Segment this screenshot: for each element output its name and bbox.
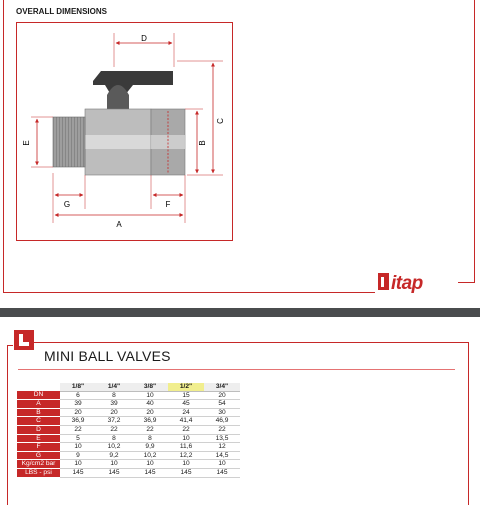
body-highlight: [85, 135, 151, 149]
page-border-bottom: [3, 292, 375, 293]
table-cell: 5: [60, 434, 96, 443]
table-row-label: Kg/cm2 bar: [17, 460, 60, 469]
table-cell: 10: [132, 460, 168, 469]
table-cell: 8: [96, 434, 132, 443]
table-cell: 22: [96, 425, 132, 434]
table-row-label: E: [17, 434, 60, 443]
table-cell: 10: [168, 460, 204, 469]
page-border-bottom-right: [458, 282, 475, 283]
page-separator: [0, 308, 480, 317]
table-cell: 10: [60, 443, 96, 452]
table-row: [17, 408, 240, 417]
table-cell: 6: [60, 391, 96, 400]
section-border-left: [7, 345, 8, 505]
table-cell: 22: [168, 425, 204, 434]
table-cell: 14,5: [204, 451, 240, 460]
table-cell: 9,9: [132, 443, 168, 452]
table-cell: 30: [204, 408, 240, 417]
table-cell: 145: [132, 468, 168, 477]
table-cell: 12,2: [168, 451, 204, 460]
section-border-right: [468, 342, 469, 505]
table-row: [17, 425, 240, 434]
table-row: [17, 468, 240, 477]
logo-text: itap: [391, 273, 423, 294]
table-row: [17, 443, 240, 452]
table-cell: 9: [60, 451, 96, 460]
table-header-cell: 3/8": [132, 383, 168, 391]
table-cell: 10: [132, 391, 168, 400]
page-border-left: [3, 0, 4, 293]
table-row-label: DN: [17, 391, 60, 400]
table-cell: 9,2: [96, 451, 132, 460]
table-header-cell-highlighted: 1/2": [168, 383, 204, 391]
table-header-row: [17, 383, 240, 391]
table-row: [17, 391, 240, 400]
table-cell: 13,5: [204, 434, 240, 443]
table-cell: 20: [132, 408, 168, 417]
table-cell: 145: [168, 468, 204, 477]
table-cell: 10,2: [132, 451, 168, 460]
section-border-top: [30, 342, 469, 343]
table-cell: 10: [168, 434, 204, 443]
valve-dimension-drawing: [17, 23, 232, 240]
table-cell: 45: [168, 400, 204, 409]
table-cell: 10: [60, 460, 96, 469]
itap-corner-icon: [14, 330, 34, 350]
table-row: [17, 400, 240, 409]
specification-table: [17, 383, 240, 478]
table-cell: 145: [60, 468, 96, 477]
table-cell: 20: [60, 408, 96, 417]
table-row: [17, 434, 240, 443]
table-cell: 8: [132, 434, 168, 443]
dim-label-g: G: [63, 200, 71, 209]
table-cell: 10: [96, 460, 132, 469]
table-row: [17, 451, 240, 460]
table-header-cell: 3/4": [204, 383, 240, 391]
table-cell: 12: [204, 443, 240, 452]
table-row: [17, 417, 240, 426]
table-cell: 20: [204, 391, 240, 400]
table-row-label: LBS - psi: [17, 468, 60, 477]
section-border-left-cap: [7, 345, 13, 346]
table-cell: 40: [132, 400, 168, 409]
table-cell: 11,6: [168, 443, 204, 452]
table-cell: 22: [204, 425, 240, 434]
table-cell: 41,4: [168, 417, 204, 426]
table-row-label: F: [17, 443, 60, 452]
table-cell: 10,2: [96, 443, 132, 452]
overall-dimensions-title: OVERALL DIMENSIONS: [16, 7, 107, 16]
table-cell: 145: [96, 468, 132, 477]
table-cell: 39: [60, 400, 96, 409]
dim-label-e: E: [22, 140, 31, 146]
table-cell: 22: [60, 425, 96, 434]
dim-label-a: A: [116, 220, 122, 229]
page-border-right: [474, 0, 475, 283]
table-cell: 22: [132, 425, 168, 434]
table-cell: 54: [204, 400, 240, 409]
table-row-label: B: [17, 408, 60, 417]
table-cell: 8: [96, 391, 132, 400]
table-header-cell: 1/8": [60, 383, 96, 391]
table-row-label: C: [17, 417, 60, 426]
dim-label-b: B: [198, 140, 207, 146]
table-row-label: A: [17, 400, 60, 409]
table-cell: 37,2: [96, 417, 132, 426]
dim-label-f: F: [165, 200, 171, 209]
table-header-corner: [17, 383, 60, 391]
table-cell: 20: [96, 408, 132, 417]
table-row-label: G: [17, 451, 60, 460]
handle-shape: [93, 71, 173, 95]
male-thread-end: [53, 117, 85, 167]
itap-logo: [377, 270, 457, 294]
table-cell: 24: [168, 408, 204, 417]
table-cell: 46,9: [204, 417, 240, 426]
table-row: [17, 460, 240, 469]
table-row-label: D: [17, 425, 60, 434]
table-cell: 10: [204, 460, 240, 469]
table-header-cell: 1/4": [96, 383, 132, 391]
table-cell: 39: [96, 400, 132, 409]
dim-label-d: D: [141, 34, 147, 43]
dim-label-c: C: [216, 118, 225, 124]
title-underline: [18, 369, 455, 370]
table-cell: 36,9: [60, 417, 96, 426]
table-cell: 15: [168, 391, 204, 400]
table-cell: 145: [204, 468, 240, 477]
table-cell: 36,9: [132, 417, 168, 426]
section-title: MINI BALL VALVES: [44, 348, 171, 364]
